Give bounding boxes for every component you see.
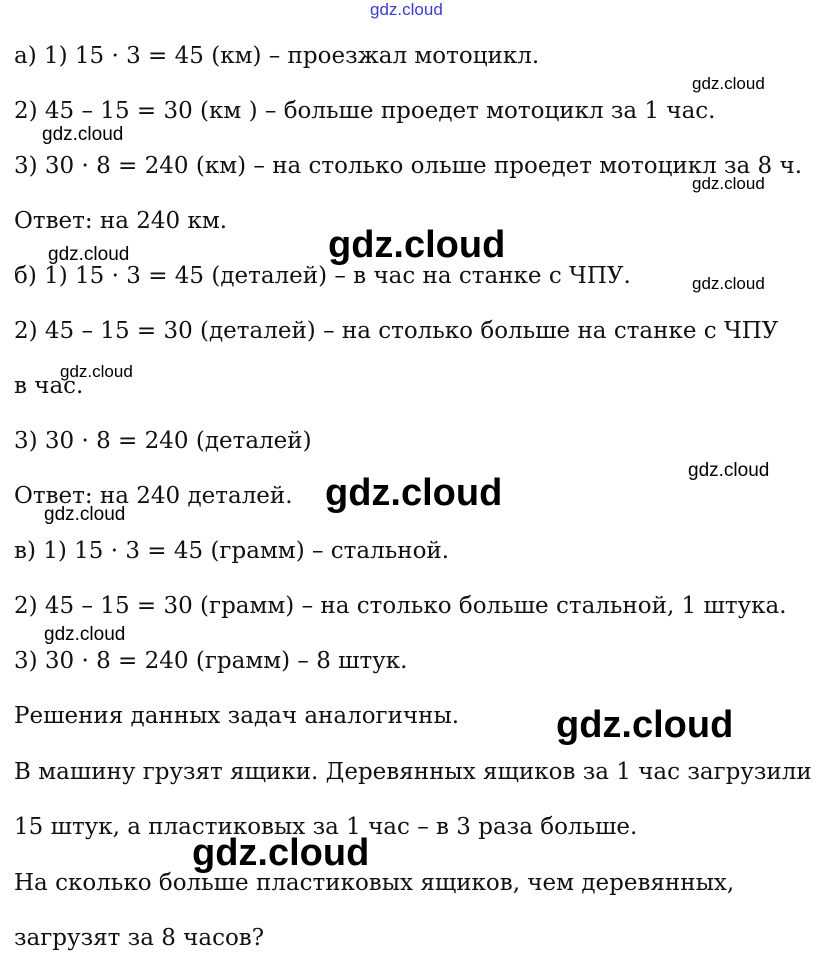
watermark-large: gdz.cloud [556, 704, 734, 746]
solution-a-step-3: 3) 30 · 8 = 240 (км) – на столько ольше проедет мотоцикл за 8 ч. [14, 153, 803, 179]
solution-b-step-2: 2) 45 – 15 = 30 (деталей) – на столько больше на станке с ЧПУ [14, 318, 779, 344]
task-text-line-4: загрузят за 8 часов? [14, 925, 265, 951]
note-similar: Решения данных задач аналогичны. [14, 703, 460, 729]
watermark: gdz.cloud [692, 74, 765, 93]
watermark: gdz.cloud [60, 362, 133, 381]
solution-c-step-2: 2) 45 – 15 = 30 (грамм) – на столько больше стальной, 1 штука. [14, 593, 787, 619]
task-text-line-2: 15 штук, а пластиковых за 1 час – в 3 раза больше. [14, 814, 638, 840]
watermark: gdz.cloud [48, 244, 130, 265]
solution-a-step-2: 2) 45 – 15 = 30 (км ) – больше проедет мотоцикл за 1 час. [14, 98, 716, 124]
solution-b-step-1: б) 1) 15 · 3 = 45 (деталей) – в час на станке с ЧПУ. [14, 263, 631, 289]
answer-b: Ответ: на 240 деталей. [14, 483, 293, 509]
task-text-line-1: В машину грузят ящики. Деревянных ящиков за 1 час загрузили [14, 759, 812, 785]
solution-c-step-1: в) 1) 15 · 3 = 45 (грамм) – стальной. [14, 538, 450, 564]
task-text-line-3: На сколько больше пластиковых ящиков, чем деревянных, [14, 870, 735, 896]
watermark-large: gdz.cloud [192, 832, 370, 874]
watermark: gdz.cloud [688, 460, 770, 481]
watermark-top: gdz.cloud [370, 0, 443, 19]
watermark: gdz.cloud [44, 504, 126, 525]
watermark: gdz.cloud [692, 274, 765, 293]
watermark: gdz.cloud [42, 124, 124, 145]
solution-b-step-2-cont: в час. [14, 373, 84, 399]
answer-a: Ответ: на 240 км. [14, 208, 228, 234]
watermark: gdz.cloud [692, 174, 765, 193]
solution-a-step-1: а) 1) 15 · 3 = 45 (км) – проезжал мотоцикл. [14, 43, 540, 69]
solution-c-step-3: 3) 30 · 8 = 240 (грамм) – 8 штук. [14, 648, 408, 674]
solution-b-step-3: 3) 30 · 8 = 240 (деталей) [14, 428, 312, 454]
watermark: gdz.cloud [44, 624, 126, 645]
watermark-large: gdz.cloud [325, 472, 503, 514]
watermark-large: gdz.cloud [328, 224, 506, 266]
